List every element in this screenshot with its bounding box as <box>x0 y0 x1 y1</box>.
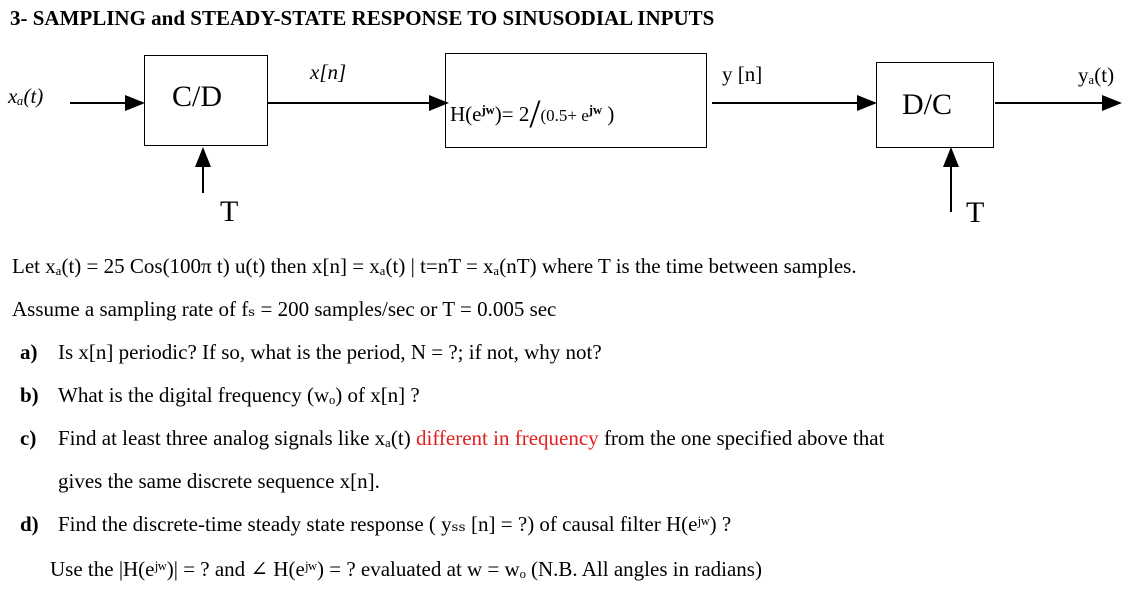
question-d-text: Find the discrete-time steady state response ( yₛₛ [n] = ?) of causal filter H(eʲʷ) ? <box>58 512 732 536</box>
t-left-label: T <box>220 195 239 228</box>
question-d-hint: Use the |H(eʲʷ)| = ? and ∠ H(eʲʷ) = ? evaluated at w = wₒ (N.B. All angles in radians) <box>50 557 762 581</box>
cd-label: C/D <box>172 80 223 113</box>
dc-label: D/C <box>902 88 953 121</box>
xn-label: x[n] <box>310 60 347 84</box>
question-a-text: Is x[n] periodic? If so, what is the period, N = ?; if not, why not? <box>58 340 602 364</box>
question-b-label: b) <box>20 383 39 407</box>
question-d-label: d) <box>20 512 39 536</box>
question-a-label: a) <box>20 340 38 364</box>
page-title: 3- SAMPLING and STEADY-STATE RESPONSE TO SINUSODIAL INPUTS <box>10 6 715 30</box>
t-right-label: T <box>966 196 985 229</box>
question-c-label: c) <box>20 426 37 450</box>
output-signal-label: yₐ(t) <box>1078 63 1115 87</box>
yn-label: y [n] <box>722 62 763 86</box>
problem-statement-line2: Assume a sampling rate of fₛ = 200 samples/sec or T = 0.005 sec <box>12 297 557 321</box>
filter-transfer-function: $H(e^{jw})= 2/(0.5+ e^{jw}$ ) <box>450 91 615 136</box>
problem-statement-line1: Let xₐ(t) = 25 Cos(100π t) u(t) then x[n] = xₐ(t) | t=nT = xₐ(nT) where T is the time between samples. <box>12 254 857 278</box>
question-c-line2: gives the same discrete sequence x[n]. <box>58 469 380 493</box>
question-c-highlight: different in frequency <box>415 426 599 450</box>
question-c-line1: Find at least three analog signals like xₐ(t) different in frequency from the one specified above that <box>58 426 885 450</box>
input-signal-label: xₐ(t) <box>8 84 44 108</box>
question-b-text: What is the digital frequency (wₒ) of x[n] ? <box>58 383 420 407</box>
